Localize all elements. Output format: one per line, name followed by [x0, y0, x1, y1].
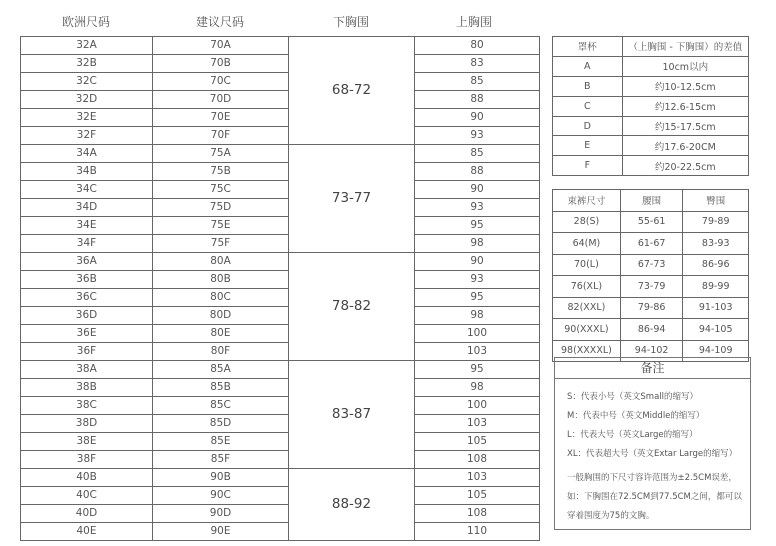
table-row — [21, 181, 540, 199]
table-row — [553, 233, 749, 255]
overbust-cell: 105 — [415, 487, 540, 505]
suggested-size-cell: 70B — [153, 55, 289, 73]
waist-cell: 61-67 — [620, 233, 683, 255]
eu-size-cell: 32D — [21, 91, 153, 109]
hip-cell: 91-103 — [683, 297, 749, 319]
eu-size-cell: 40D — [21, 505, 153, 523]
main-table-header — [20, 8, 492, 36]
underbust-range-cell: 83-87 — [289, 361, 415, 469]
cup-difference-cell: 约10-12.5cm — [622, 76, 748, 96]
suggested-size-cell: 85F — [153, 451, 289, 469]
shapewear-size-table — [552, 189, 749, 362]
eu-size-cell: 36C — [21, 289, 153, 307]
cup-letter-cell: A — [553, 56, 623, 76]
eu-size-cell: 40B — [21, 469, 153, 487]
overbust-cell: 93 — [415, 199, 540, 217]
pants-size-cell: 64(M) — [553, 233, 621, 255]
note-abbr-l: L：代表大号（英文Large的缩写） — [567, 430, 698, 440]
note-abbr-s: S：代表小号（英文Small的缩写） — [567, 392, 699, 402]
pants-size-cell: 98(XXXXL) — [553, 340, 621, 362]
overbust-cell: 95 — [415, 361, 540, 379]
hip-cell: 94-109 — [683, 340, 749, 362]
note-abbr-xl: XL：代表超大号（英文Extar Large的缩写） — [567, 449, 738, 459]
header-suggested-size: 建议尺码 — [195, 15, 244, 29]
pants-header-size: 束裤尺寸 — [553, 190, 621, 212]
table-row — [21, 505, 540, 523]
suggested-size-cell: 80F — [153, 343, 289, 361]
overbust-cell: 95 — [415, 289, 540, 307]
overbust-cell: 103 — [415, 343, 540, 361]
suggested-size-cell: 85D — [153, 415, 289, 433]
waist-cell: 55-61 — [620, 211, 683, 233]
eu-size-cell: 34C — [21, 181, 153, 199]
table-row — [21, 217, 540, 235]
eu-size-cell: 36A — [21, 253, 153, 271]
eu-size-cell: 40C — [21, 487, 153, 505]
note-abbr-m: M：代表中号（英文Middle的缩写） — [567, 411, 705, 421]
eu-size-cell: 32E — [21, 109, 153, 127]
underbust-range-cell: 68-72 — [289, 37, 415, 145]
overbust-cell: 100 — [415, 325, 540, 343]
pants-size-cell: 76(XL) — [553, 276, 621, 298]
note-tolerance-text: 一般胸围的下尺寸容许范围为±2.5CM误差，如：下胸围在72.5CM到77.5CM之间，都可以穿着围度为75的文胸。 — [567, 473, 742, 521]
table-row — [553, 211, 749, 233]
suggested-size-cell: 85C — [153, 397, 289, 415]
pants-header-waist: 腰围 — [620, 190, 683, 212]
overbust-cell: 90 — [415, 253, 540, 271]
hip-cell: 94-105 — [683, 319, 749, 341]
waist-cell: 67-73 — [620, 254, 683, 276]
eu-size-cell: 40E — [21, 523, 153, 541]
cup-difference-cell: 10cm以内 — [622, 56, 748, 76]
pants-size-cell: 82(XXL) — [553, 297, 621, 319]
overbust-cell: 103 — [415, 415, 540, 433]
table-row — [21, 487, 540, 505]
eu-size-cell: 38B — [21, 379, 153, 397]
waist-cell: 79-86 — [620, 297, 683, 319]
underbust-range-cell: 78-82 — [289, 253, 415, 361]
table-row — [553, 297, 749, 319]
hip-cell: 83-93 — [683, 233, 749, 255]
pants-size-cell: 90(XXXL) — [553, 319, 621, 341]
table-row — [21, 415, 540, 433]
table-row — [21, 271, 540, 289]
overbust-cell: 103 — [415, 469, 540, 487]
suggested-size-cell: 80B — [153, 271, 289, 289]
overbust-cell: 108 — [415, 451, 540, 469]
overbust-cell: 93 — [415, 127, 540, 145]
overbust-cell: 100 — [415, 397, 540, 415]
cup-letter-cell: F — [553, 156, 623, 176]
table-row — [21, 469, 540, 487]
eu-size-cell: 32A — [21, 37, 153, 55]
suggested-size-cell: 80A — [153, 253, 289, 271]
underbust-range-cell: 73-77 — [289, 145, 415, 253]
table-row — [21, 235, 540, 253]
cup-difference-cell: 约15-17.5cm — [622, 116, 748, 136]
table-row — [553, 56, 749, 76]
hip-cell: 86-96 — [683, 254, 749, 276]
eu-size-cell: 34D — [21, 199, 153, 217]
overbust-cell: 83 — [415, 55, 540, 73]
suggested-size-cell: 85E — [153, 433, 289, 451]
eu-size-cell: 34E — [21, 217, 153, 235]
header-eu-size: 欧洲尺码 — [61, 15, 110, 29]
overbust-cell: 108 — [415, 505, 540, 523]
eu-size-cell: 36B — [21, 271, 153, 289]
suggested-size-cell: 75E — [153, 217, 289, 235]
table-row — [21, 91, 540, 109]
cup-table-header-row — [553, 37, 749, 57]
pants-size-cell: 28(S) — [553, 211, 621, 233]
overbust-cell: 85 — [415, 145, 540, 163]
table-row — [21, 109, 540, 127]
suggested-size-cell: 70E — [153, 109, 289, 127]
suggested-size-cell: 70C — [153, 73, 289, 91]
suggested-size-cell: 90D — [153, 505, 289, 523]
table-row — [21, 55, 540, 73]
eu-size-cell: 38F — [21, 451, 153, 469]
table-row — [21, 343, 540, 361]
suggested-size-cell: 90E — [153, 523, 289, 541]
size-chart-table — [20, 36, 540, 541]
suggested-size-cell: 70D — [153, 91, 289, 109]
eu-size-cell: 38A — [21, 361, 153, 379]
eu-size-cell: 38C — [21, 397, 153, 415]
table-row — [553, 319, 749, 341]
eu-size-cell: 36D — [21, 307, 153, 325]
eu-size-cell: 32F — [21, 127, 153, 145]
eu-size-cell: 34B — [21, 163, 153, 181]
suggested-size-cell: 80D — [153, 307, 289, 325]
suggested-size-cell: 75F — [153, 235, 289, 253]
suggested-size-cell: 75A — [153, 145, 289, 163]
eu-size-cell: 38E — [21, 433, 153, 451]
cup-difference-table — [552, 36, 749, 176]
table-row — [21, 37, 540, 55]
pants-header-hip: 臀围 — [683, 190, 749, 212]
table-row — [21, 163, 540, 181]
pants-table-header-row — [553, 190, 749, 212]
cup-difference-cell: 约17.6-20CM — [622, 136, 748, 156]
suggested-size-cell: 70F — [153, 127, 289, 145]
overbust-cell: 90 — [415, 181, 540, 199]
overbust-cell: 90 — [415, 109, 540, 127]
pants-size-cell: 70(L) — [553, 254, 621, 276]
suggested-size-cell: 85B — [153, 379, 289, 397]
cup-letter-cell: D — [553, 116, 623, 136]
table-row — [21, 451, 540, 469]
table-row — [21, 145, 540, 163]
overbust-cell: 98 — [415, 235, 540, 253]
table-row — [21, 307, 540, 325]
cup-header-cup: 罩杯 — [553, 37, 623, 57]
table-row — [21, 253, 540, 271]
suggested-size-cell: 85A — [153, 361, 289, 379]
hip-cell: 79-89 — [683, 211, 749, 233]
suggested-size-cell: 80E — [153, 325, 289, 343]
table-row — [553, 136, 749, 156]
eu-size-cell: 32C — [21, 73, 153, 91]
header-underbust: 下胸围 — [332, 15, 369, 29]
waist-cell: 94-102 — [620, 340, 683, 362]
table-row — [21, 397, 540, 415]
overbust-cell: 105 — [415, 433, 540, 451]
eu-size-cell: 34F — [21, 235, 153, 253]
overbust-cell: 93 — [415, 271, 540, 289]
overbust-cell: 110 — [415, 523, 540, 541]
overbust-cell: 88 — [415, 91, 540, 109]
suggested-size-cell: 75C — [153, 181, 289, 199]
overbust-cell: 80 — [415, 37, 540, 55]
waist-cell: 73-79 — [620, 276, 683, 298]
suggested-size-cell: 90B — [153, 469, 289, 487]
cup-header-difference: （上胸围 - 下胸围）的差值 — [622, 37, 748, 57]
overbust-cell: 85 — [415, 73, 540, 91]
cup-letter-cell: B — [553, 76, 623, 96]
table-row — [21, 199, 540, 217]
suggested-size-cell: 90C — [153, 487, 289, 505]
waist-cell: 86-94 — [620, 319, 683, 341]
table-row — [21, 361, 540, 379]
table-row — [553, 76, 749, 96]
eu-size-cell: 36F — [21, 343, 153, 361]
notes-title: 备注 — [555, 358, 750, 379]
table-row — [21, 127, 540, 145]
header-overbust: 上胸围 — [455, 15, 492, 29]
table-row — [553, 254, 749, 276]
table-row — [21, 523, 540, 541]
overbust-cell: 98 — [415, 307, 540, 325]
table-row — [553, 116, 749, 136]
cup-difference-cell: 约20-22.5cm — [622, 156, 748, 176]
overbust-cell: 88 — [415, 163, 540, 181]
eu-size-cell: 38D — [21, 415, 153, 433]
overbust-cell: 98 — [415, 379, 540, 397]
table-row — [553, 96, 749, 116]
table-row — [553, 156, 749, 176]
hip-cell: 89-99 — [683, 276, 749, 298]
table-row — [21, 433, 540, 451]
table-row — [21, 289, 540, 307]
suggested-size-cell: 75B — [153, 163, 289, 181]
table-row — [553, 276, 749, 298]
table-row — [21, 73, 540, 91]
eu-size-cell: 34A — [21, 145, 153, 163]
suggested-size-cell: 80C — [153, 289, 289, 307]
cup-difference-cell: 约12.6-15cm — [622, 96, 748, 116]
suggested-size-cell: 70A — [153, 37, 289, 55]
cup-letter-cell: C — [553, 96, 623, 116]
eu-size-cell: 36E — [21, 325, 153, 343]
notes-box — [554, 357, 751, 530]
eu-size-cell: 32B — [21, 55, 153, 73]
suggested-size-cell: 75D — [153, 199, 289, 217]
cup-letter-cell: E — [553, 136, 623, 156]
underbust-range-cell: 88-92 — [289, 469, 415, 541]
table-row — [21, 379, 540, 397]
overbust-cell: 95 — [415, 217, 540, 235]
table-row — [21, 325, 540, 343]
